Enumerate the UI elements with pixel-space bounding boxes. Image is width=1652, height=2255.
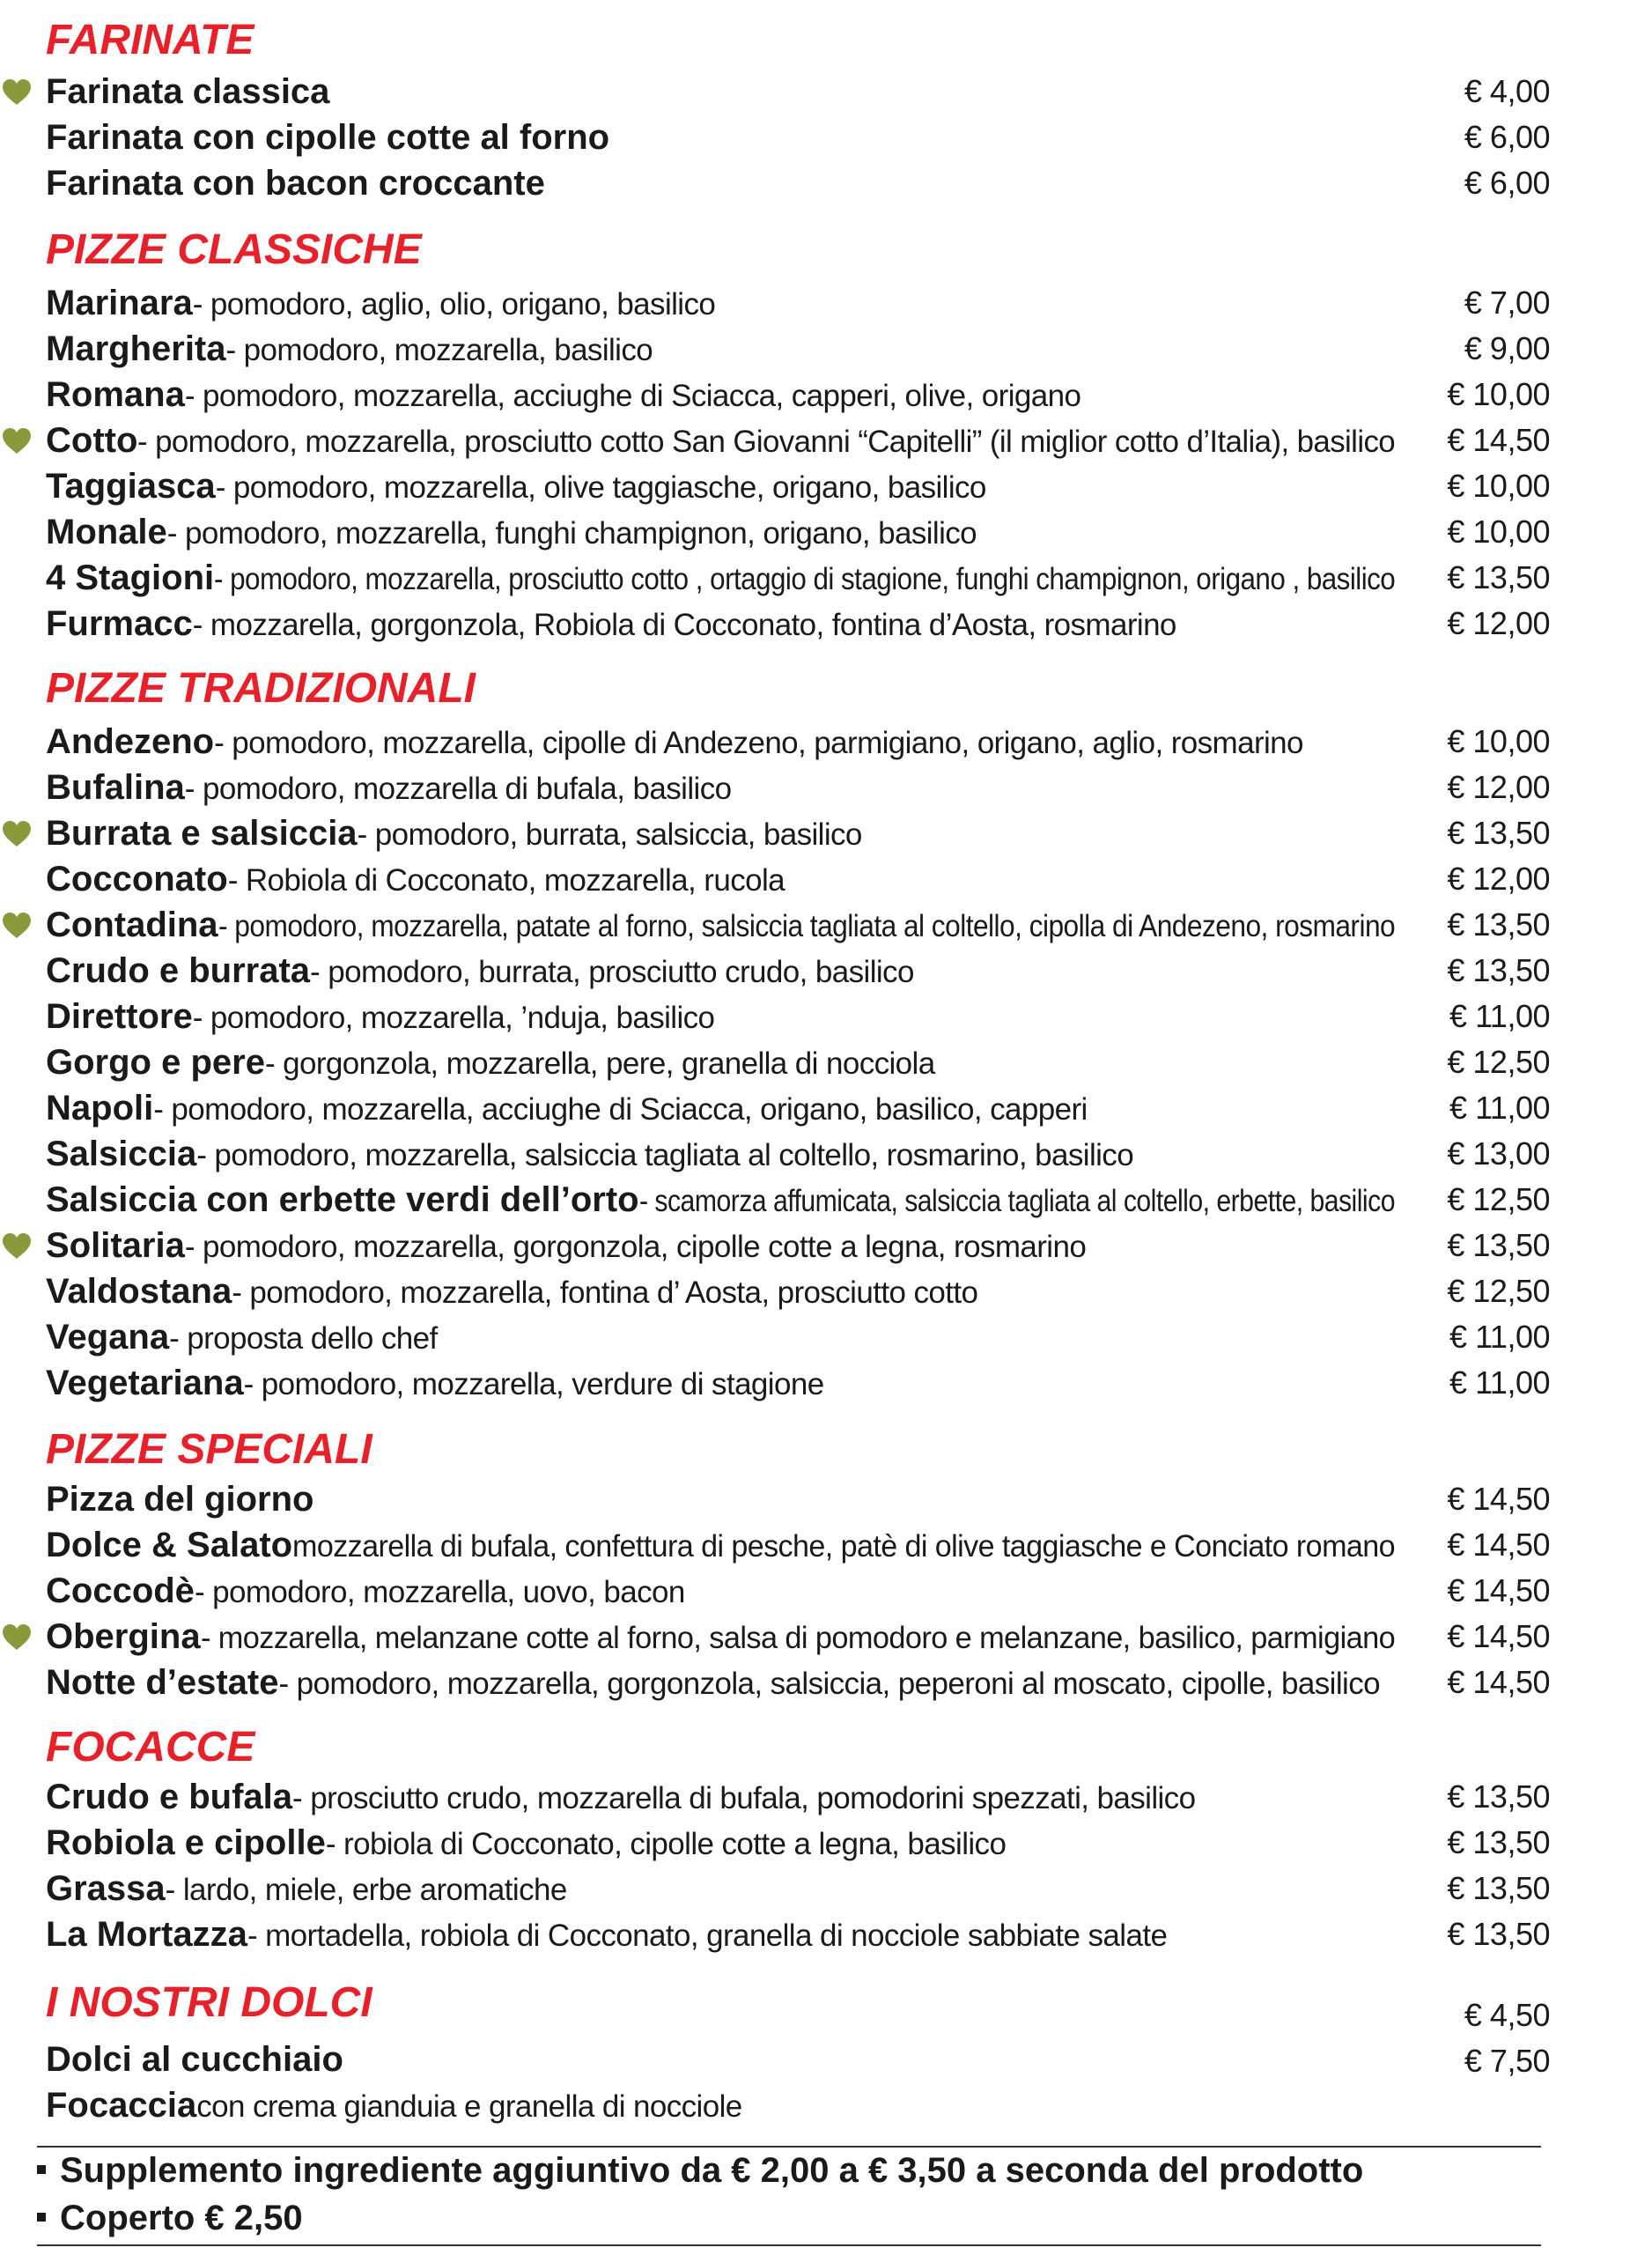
section-title: I NOSTRI DOLCI: [46, 1979, 372, 2026]
item-text: [46, 1085, 1088, 1131]
item-name: Monale: [46, 513, 167, 551]
item-price: € 9,00: [1464, 330, 1550, 366]
footnote: [37, 2195, 303, 2241]
item-name: Valdostana: [46, 1272, 232, 1311]
item-price: € 12,00: [1447, 861, 1550, 897]
item-price: € 12,50: [1447, 1181, 1550, 1217]
item-description: - pomodoro, mozzarella, uovo, bacon: [194, 1575, 685, 1609]
item-name: Farinata con cipolle cotte al forno: [46, 118, 610, 157]
bullet-icon: [37, 2213, 46, 2222]
item-name: Coccodè: [46, 1571, 195, 1610]
item-description: mozzarella di bufala, confettura di pesche, patè di olive taggiasche e Conciato romano: [292, 1529, 1396, 1564]
item-description: - pomodoro, burrata, prosciutto crudo, basilico: [310, 955, 914, 989]
item-name: Salsiccia: [46, 1135, 197, 1173]
item-description: - pomodoro, mozzarella, acciughe di Sciacca, capperi, olive, origano: [184, 379, 1081, 413]
item-text: [46, 856, 785, 902]
menu-item: [0, 418, 1652, 463]
footnote: [37, 2148, 1363, 2193]
item-description: - pomodoro, mozzarella, acciughe di Sciacca, origano, basilico, capperi: [153, 1092, 1088, 1127]
item-price: € 13,50: [1447, 559, 1550, 595]
item-name: Dolce & Salato: [46, 1526, 293, 1564]
item-price: € 13,50: [1447, 906, 1550, 943]
item-text: [46, 765, 731, 810]
menu-item: [0, 1314, 1652, 1360]
item-name: Taggiasca: [46, 467, 216, 506]
menu-item: [0, 1568, 1652, 1614]
item-text: [46, 1131, 1133, 1177]
item-text: [46, 418, 1395, 463]
item-text: [46, 2082, 742, 2128]
item-price: € 7,50: [1464, 2043, 1550, 2079]
item-text: [46, 509, 977, 555]
item-name: Salsiccia con erbette verdi dell’orto: [46, 1180, 639, 1219]
item-description: - pomodoro, mozzarella, prosciutto cotto , ortaggio di stagione, funghi champignon, origano , basilico: [214, 562, 1396, 596]
item-description: - gorgonzola, mozzarella, pere, granella di nocciola: [264, 1046, 935, 1081]
item-description: - pomodoro, mozzarella, prosciutto cotto San Giovanni “Capitelli” (il miglior cotto d’Italia), basilico: [137, 425, 1396, 459]
item-text: [46, 280, 715, 326]
item-price: € 13,50: [1447, 1870, 1550, 1906]
item-name: Marinara: [46, 284, 193, 322]
item-price: € 4,50: [1464, 1997, 1550, 2033]
item-description: - pomodoro, mozzarella, fontina d’ Aosta, prosciutto cotto: [232, 1275, 978, 1310]
item-text: [46, 463, 986, 509]
menu-item: [0, 902, 1652, 948]
item-text: [46, 1568, 685, 1614]
menu-item: [0, 463, 1652, 509]
heart-icon: [2, 427, 32, 455]
item-description: con crema gianduia e granella di nocciole: [196, 2089, 742, 2124]
item-description: - prosciutto crudo, mozzarella di bufala, pomodorini spezzati, basilico: [292, 1781, 1196, 1815]
item-name: Crudo e bufala: [46, 1778, 293, 1816]
item-name: Bufalina: [46, 768, 185, 807]
item-text: [46, 1522, 1395, 1568]
item-name: 4 Stagioni: [46, 558, 215, 597]
menu-item: [0, 555, 1652, 601]
item-text: [46, 1820, 1006, 1866]
section-title: FOCACCE: [46, 1724, 255, 1771]
item-text: [46, 372, 1080, 418]
item-price: € 13,50: [1447, 1916, 1550, 1952]
section-title: PIZZE CLASSICHE: [46, 226, 422, 273]
item-name: Vegetariana: [46, 1364, 244, 1402]
item-name: Cocconato: [46, 860, 228, 898]
footnote-text: Coperto € 2,50: [60, 2199, 303, 2237]
heart-icon: [2, 1623, 32, 1651]
item-text: [46, 994, 714, 1039]
menu-item: [0, 372, 1652, 418]
menu-item: [0, 856, 1652, 902]
item-description: - pomodoro, mozzarella, gorgonzola, salsiccia, peperoni al moscato, cipolle, basilico: [278, 1667, 1380, 1701]
item-text: [46, 69, 329, 115]
item-name: Crudo e burrata: [46, 951, 311, 990]
menu-item: [0, 1223, 1652, 1268]
menu-item: [0, 69, 1652, 115]
item-name: Notte d’estate: [46, 1663, 279, 1702]
item-price: € 14,50: [1447, 1664, 1550, 1700]
item-name: Solitaria: [46, 1226, 185, 1265]
item-price: € 13,50: [1447, 815, 1550, 851]
item-price: € 14,50: [1447, 422, 1550, 458]
item-price: € 13,00: [1447, 1135, 1550, 1172]
item-description: - Robiola di Cocconato, mozzarella, rucola: [227, 863, 785, 898]
item-price: € 12,00: [1447, 769, 1550, 805]
item-name: Farinata classica: [46, 72, 330, 111]
menu-item: [0, 1774, 1652, 1820]
section-title: PIZZE SPECIALI: [46, 1426, 372, 1473]
menu-item: [0, 1268, 1652, 1314]
item-price: € 14,50: [1447, 1572, 1550, 1608]
menu-item: [0, 948, 1652, 994]
item-price: € 12,50: [1447, 1044, 1550, 1080]
item-name: Contadina: [46, 906, 218, 944]
item-price: € 12,50: [1447, 1273, 1550, 1309]
menu-item: [0, 719, 1652, 765]
item-price: € 11,00: [1449, 1364, 1550, 1401]
item-description: - proposta dello chef: [169, 1321, 438, 1356]
menu-item: [0, 1039, 1652, 1085]
heart-icon: [2, 78, 32, 106]
menu-item: [0, 810, 1652, 856]
item-price: € 6,00: [1464, 119, 1550, 155]
item-description: - mozzarella, gorgonzola, Robiola di Cocconato, fontina d’Aosta, rosmarino: [192, 608, 1176, 642]
item-description: - pomodoro, mozzarella, verdure di stagione: [243, 1367, 824, 1401]
item-description: - pomodoro, mozzarella, salsiccia tagliata al coltello, rosmarino, basilico: [196, 1138, 1134, 1172]
item-price: € 7,00: [1464, 285, 1550, 321]
item-text: [46, 115, 609, 160]
item-text: [46, 555, 1395, 601]
menu-item: [0, 115, 1652, 160]
menu-item: [0, 1522, 1652, 1568]
item-price: € 13,50: [1447, 1778, 1550, 1815]
menu-item: [0, 280, 1652, 326]
footnote-text: Supplemento ingrediente aggiuntivo da € 2,00 a € 3,50 a seconda del prodotto: [60, 2151, 1364, 2190]
item-text: [46, 1360, 824, 1406]
item-text: [46, 326, 653, 372]
item-description: - pomodoro, mozzarella, gorgonzola, cipolle cotte a legna, rosmarino: [184, 1230, 1087, 1264]
item-name: Farinata con bacon croccante: [46, 164, 545, 203]
item-text: [46, 1314, 438, 1360]
menu-item: [0, 509, 1652, 555]
heart-icon: [2, 912, 32, 939]
item-name: Margherita: [46, 329, 226, 368]
item-text: [46, 1660, 1380, 1705]
item-description: - pomodoro, mozzarella, funghi champignon, origano, basilico: [166, 516, 977, 551]
menu-item: [0, 1476, 1652, 1522]
item-description: - pomodoro, mozzarella, olive taggiasche, origano, basilico: [215, 470, 986, 505]
item-text: [46, 1039, 935, 1085]
divider-line: [37, 2244, 1541, 2246]
item-name: Furmacc: [46, 604, 193, 643]
item-price: € 13,50: [1447, 952, 1550, 988]
item-price: € 10,00: [1447, 723, 1550, 759]
menu-item: [0, 326, 1652, 372]
item-description: - pomodoro, burrata, salsiccia, basilico: [357, 817, 862, 852]
item-description: - pomodoro, mozzarella, cipolle di Andezeno, parmigiano, origano, aglio, rosmarino: [214, 726, 1303, 760]
item-text: [46, 1177, 1395, 1223]
item-name: Obergina: [46, 1617, 201, 1656]
heart-icon: [2, 1232, 32, 1260]
item-name: La Mortazza: [46, 1915, 247, 1954]
item-text: [46, 160, 545, 206]
item-name: Focaccia: [46, 2086, 197, 2125]
item-description: - pomodoro, mozzarella, patate al forno, salsiccia tagliata al coltello, cipolla di Andezeno, rosmarino: [218, 909, 1395, 943]
item-name: Direttore: [46, 997, 193, 1036]
item-description: - scamorza affumicata, salsiccia tagliata al coltello, erbette, basilico: [638, 1184, 1395, 1218]
item-name: Andezeno: [46, 722, 215, 761]
item-price: € 14,50: [1447, 1618, 1550, 1654]
item-text: [46, 2037, 343, 2082]
item-name: Napoli: [46, 1089, 154, 1128]
item-description: - pomodoro, mozzarella di bufala, basilico: [184, 772, 732, 806]
item-name: Grassa: [46, 1869, 166, 1908]
menu-item: [0, 1866, 1652, 1911]
item-text: [46, 1476, 313, 1522]
menu-item: [0, 1820, 1652, 1866]
item-text: [46, 1911, 1167, 1957]
item-name: Dolci al cucchiaio: [46, 2040, 343, 2079]
menu-item: [0, 1131, 1652, 1177]
section-title: PIZZE TRADIZIONALI: [46, 665, 476, 712]
item-text: [46, 1268, 977, 1314]
item-price: € 11,00: [1449, 1319, 1550, 1355]
menu-item: [0, 1614, 1652, 1660]
item-price: € 10,00: [1447, 376, 1550, 412]
item-name: Pizza del giorno: [46, 1480, 314, 1519]
item-price: € 6,00: [1464, 165, 1550, 201]
menu-item: [0, 1911, 1652, 1957]
menu-item: [0, 1360, 1652, 1406]
item-price: € 11,00: [1449, 998, 1550, 1034]
menu-item: [0, 1660, 1652, 1705]
item-text: [46, 1223, 1086, 1268]
item-description: - lardo, miele, erbe aromatiche: [165, 1873, 567, 1907]
item-name: Cotto: [46, 421, 138, 460]
item-price: € 14,50: [1447, 1481, 1550, 1517]
item-price: € 12,00: [1447, 605, 1550, 641]
item-price: € 11,00: [1449, 1090, 1550, 1126]
item-price: € 10,00: [1447, 468, 1550, 504]
item-description: - mortadella, robiola di Cocconato, granella di nocciole sabbiate salate: [247, 1919, 1168, 1953]
item-text: [46, 1614, 1395, 1660]
menu-item: [0, 994, 1652, 1039]
item-description: - pomodoro, aglio, olio, origano, basilico: [192, 287, 716, 322]
item-name: Burrata e salsiccia: [46, 814, 358, 853]
item-name: Robiola e cipolle: [46, 1823, 326, 1862]
item-text: [46, 1866, 567, 1911]
item-price: € 10,00: [1447, 514, 1550, 550]
bullet-icon: [37, 2165, 46, 2174]
item-name: Vegana: [46, 1318, 170, 1357]
item-text: [46, 948, 914, 994]
item-description: - pomodoro, mozzarella, basilico: [225, 333, 653, 367]
item-price: € 14,50: [1447, 1527, 1550, 1563]
item-text: [46, 719, 1303, 765]
item-text: [46, 902, 1395, 948]
item-description: - pomodoro, mozzarella, ’nduja, basilico: [192, 1001, 715, 1035]
item-name: Romana: [46, 375, 185, 414]
item-price: € 4,00: [1464, 73, 1550, 109]
item-description: - robiola di Cocconato, cipolle cotte a legna, basilico: [325, 1827, 1007, 1861]
item-description: - mozzarella, melanzane cotte al forno, salsa di pomodoro e melanzane, basilico, parmigiano: [200, 1621, 1395, 1655]
menu-item: [0, 1085, 1652, 1131]
item-text: [46, 1774, 1195, 1820]
item-price: € 13,50: [1447, 1824, 1550, 1860]
item-price: € 13,50: [1447, 1227, 1550, 1263]
menu-item: [0, 601, 1652, 647]
section-title: FARINATE: [46, 17, 254, 63]
item-name: Gorgo e pere: [46, 1043, 265, 1082]
menu-item: [0, 765, 1652, 810]
item-text: [46, 601, 1176, 647]
menu-item: [0, 160, 1652, 206]
menu-item: [0, 1177, 1652, 1223]
item-text: [46, 810, 862, 856]
heart-icon: [2, 820, 32, 847]
